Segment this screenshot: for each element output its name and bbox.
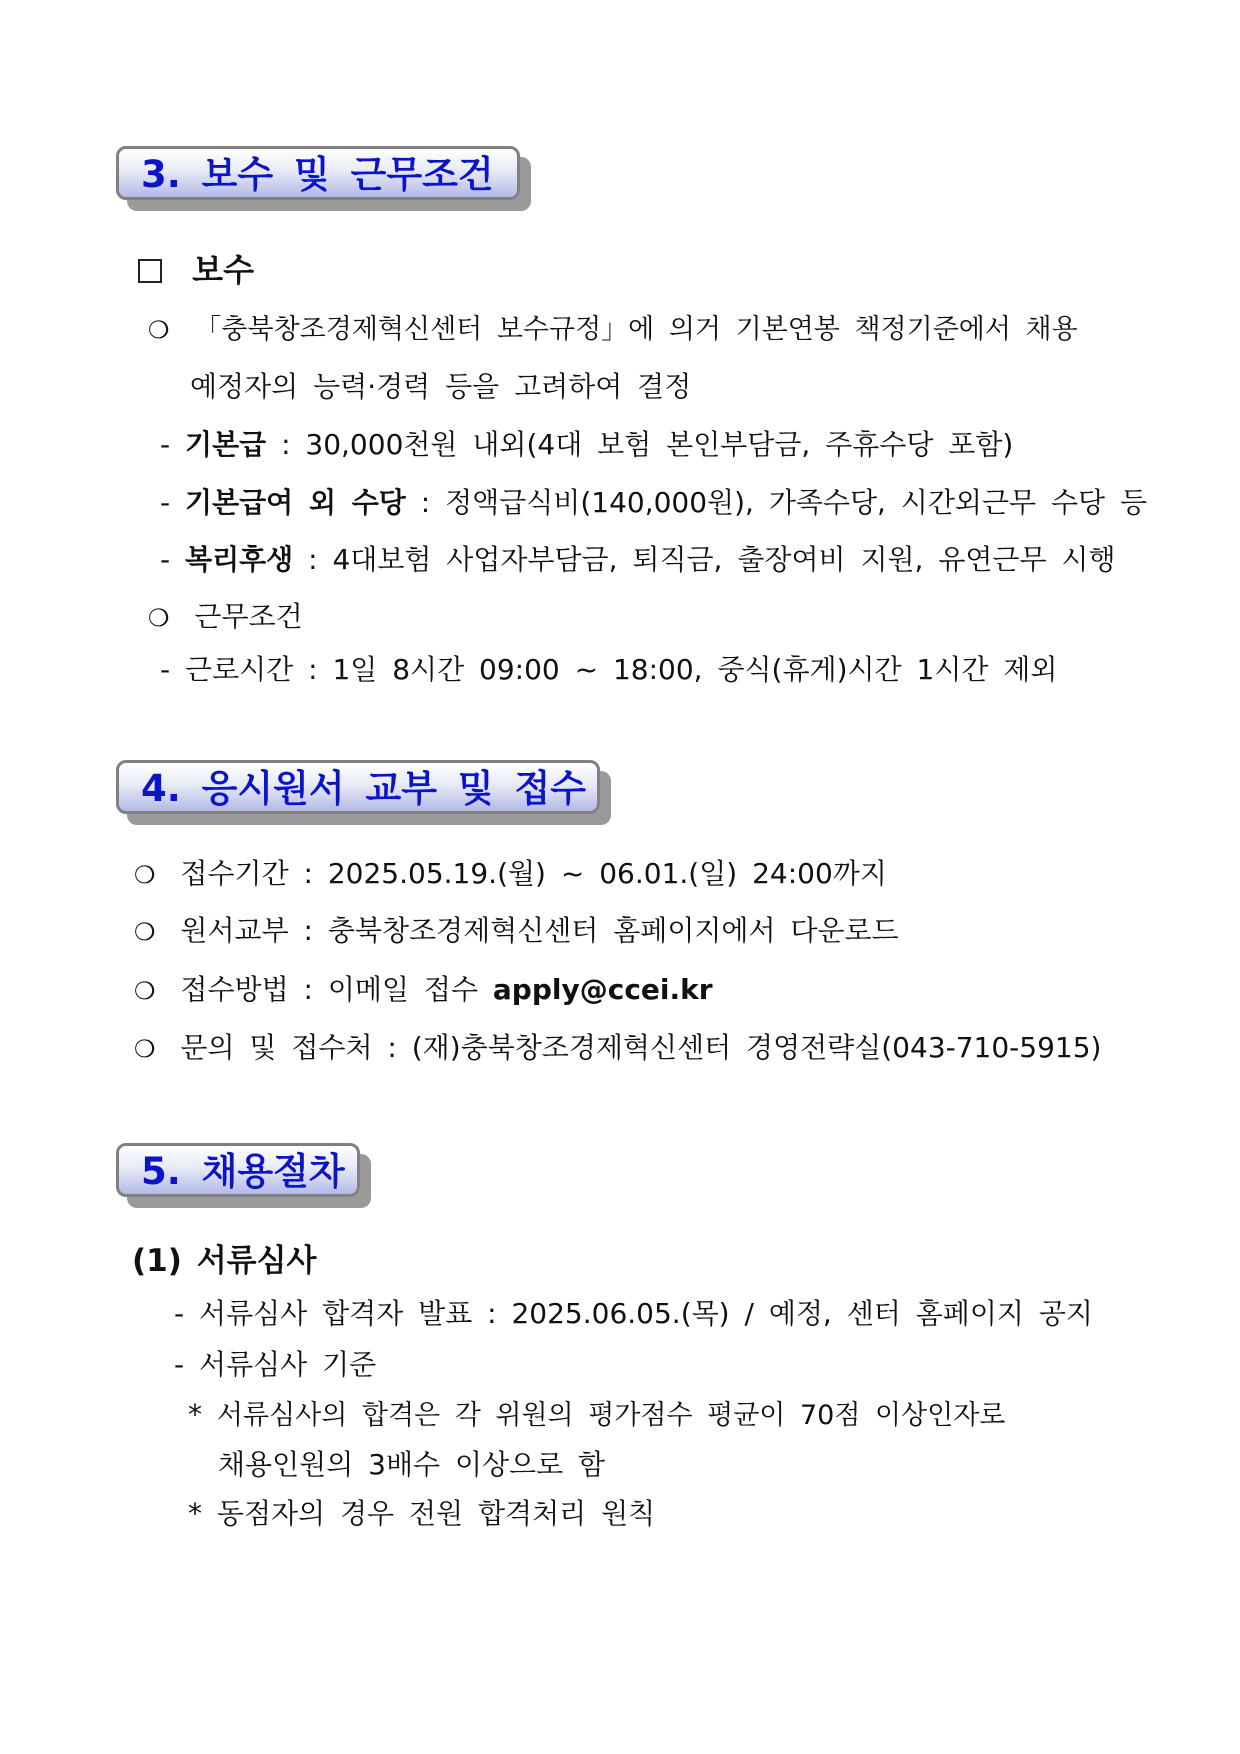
contact-row [134, 1031, 1101, 1066]
asterisk-bullet: * [188, 1497, 217, 1530]
pay-heading: 보수 [192, 251, 254, 289]
dash-bullet: - [174, 1348, 200, 1381]
contact-text: 문의 및 접수처 : (재)충북창조경제혁신센터 경영전략실(043-710-5915) [180, 1031, 1102, 1064]
dash-bullet: - [174, 1297, 200, 1330]
announce-row [174, 1297, 1093, 1331]
circle-bullet-icon: ❍ [134, 861, 156, 889]
work-heading: 근무조건 [194, 600, 303, 633]
section-4-header [116, 760, 600, 814]
work-hours: 근로시간 : 1일 8시간 09:00 ~ 18:00, 중식(휴게)시간 1시간 제외 [185, 653, 1058, 686]
method-row [134, 973, 713, 1008]
pay-desc-line-2: 예정자의 능력·경력 등을 고려하여 결정 [190, 370, 692, 403]
pay-desc-line-1: 「충북창조경제혁신센터 보수규정」에 의거 기본연봉 책정기준에서 채용 [194, 314, 1078, 345]
note1-text-cont: 채용인원의 3배수 이상으로 함 [218, 1448, 606, 1481]
note2-text: 동점자의 경우 전원 합격처리 원칙 [216, 1497, 656, 1530]
circle-bullet-icon: ❍ [148, 316, 170, 344]
dash-bullet: - [160, 543, 186, 576]
step1-heading: (1) 서류심사 [132, 1243, 317, 1279]
pay-heading-row [138, 250, 254, 290]
form-row [134, 914, 899, 949]
dash-bullet: - [160, 653, 186, 686]
circle-bullet-icon: ❍ [134, 918, 156, 946]
method-text: 접수방법 : 이메일 접수 [180, 973, 493, 1006]
email-link[interactable]: apply@ccei.kr [492, 973, 713, 1006]
period-row [134, 857, 887, 892]
section-3-title: 3. 보수 및 근무조건 [141, 153, 494, 196]
note2-row [188, 1497, 655, 1531]
checkbox-square-icon [138, 259, 162, 283]
section-5-title: 5. 채용절차 [141, 1150, 345, 1193]
dash-bullet: - [160, 428, 186, 461]
section-3-header [116, 146, 520, 200]
section-4-title: 4. 응시원서 교부 및 접수 [141, 767, 587, 810]
announce-text: 서류심사 합격자 발표 : 2025.06.05.(목) / 예정, 센터 홈페이지 공지 [199, 1297, 1093, 1330]
pay-item-basic [160, 428, 1013, 462]
pay-item-allowance [160, 486, 1147, 520]
circle-bullet-icon: ❍ [148, 604, 170, 632]
note1-text: 서류심사의 합격은 각 위원의 평가점수 평균이 70점 이상인자로 [216, 1400, 1006, 1431]
pay-item-welfare [160, 543, 1116, 577]
pay-desc-row [148, 312, 1078, 347]
form-text: 원서교부 : 충북창조경제혁신센터 홈페이지에서 다운로드 [180, 914, 899, 947]
note1-row [188, 1398, 1005, 1433]
pay-item-label: 복리후생 [185, 543, 294, 576]
work-hours-row [160, 653, 1057, 687]
asterisk-bullet: * [188, 1398, 217, 1431]
criteria-text: 서류심사 기준 [199, 1348, 377, 1381]
pay-item-text: : 30,000천원 내외(4대 보험 본인부담금, 주휴수당 포함) [266, 428, 1014, 461]
dash-bullet: - [160, 486, 186, 519]
circle-bullet-icon: ❍ [134, 977, 156, 1005]
pay-item-label: 기본급여 외 수당 [185, 486, 406, 519]
section-5-header [116, 1143, 360, 1197]
pay-item-label: 기본급 [185, 428, 267, 461]
circle-bullet-icon: ❍ [134, 1035, 156, 1063]
criteria-row [174, 1348, 376, 1382]
period-text: 접수기간 : 2025.05.19.(월) ~ 06.01.(일) 24:00까지 [180, 857, 887, 890]
work-heading-row [148, 600, 303, 635]
pay-item-text: : 정액급식비(140,000원), 가족수당, 시간외근무 수당 등 [405, 486, 1147, 519]
pay-item-text: : 4대보험 사업자부담금, 퇴직금, 출장여비 지원, 유연근무 시행 [293, 543, 1116, 576]
